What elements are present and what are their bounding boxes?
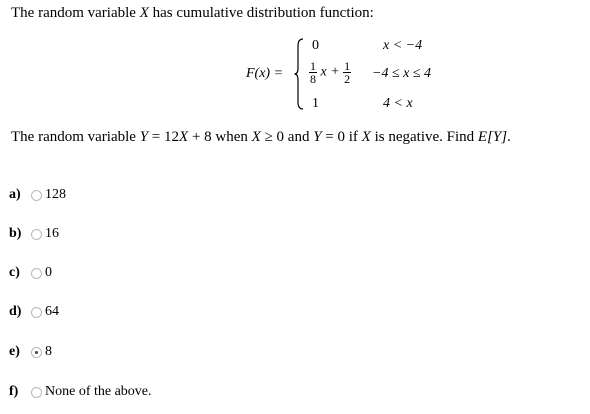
cdf-case-1-value: 0 (312, 38, 319, 53)
option-letter: f) (9, 384, 19, 399)
radio-button-c[interactable] (31, 268, 42, 279)
option-letter: c) (9, 265, 20, 280)
option-label: 16 (45, 226, 59, 241)
option-label: 0 (45, 265, 52, 280)
option-letter: a) (9, 187, 21, 202)
cdf-case-2-condition: −4 ≤ x ≤ 4 (372, 66, 432, 81)
intro-suffix: has cumulative distribution function: (152, 5, 374, 21)
radio-button-b[interactable] (31, 229, 42, 240)
option-label: 8 (45, 344, 52, 359)
cdf-lhs: F(x) = (246, 66, 284, 81)
option-a[interactable] (9, 187, 66, 203)
option-e[interactable] (9, 344, 52, 360)
option-c[interactable] (9, 265, 52, 281)
option-b[interactable] (9, 226, 59, 242)
fraction-const: $\frac{1}{2}$ (344, 59, 351, 86)
intro-var: X (139, 5, 149, 21)
option-letter: b) (9, 226, 22, 241)
option-f[interactable] (9, 384, 152, 400)
question-text: The random variable Y = 12X + 8 when X ≥ 0 and Y = 0 if X is negative. Find E[Y]. (11, 129, 511, 145)
cdf-case-3-condition: 4 < x (383, 96, 413, 111)
intro-prefix: The random variable (11, 5, 136, 21)
radio-button-f[interactable] (31, 387, 42, 398)
fraction-coef: $\frac{1}{8}$ (310, 59, 316, 86)
radio-button-a[interactable] (31, 190, 42, 201)
option-d[interactable] (9, 304, 59, 320)
cdf-case-2-value: $\frac{1}{8}$ x + $\frac{1}{2}$ (310, 59, 351, 86)
option-label: 64 (45, 304, 59, 319)
cdf-brace (294, 38, 304, 110)
radio-button-d[interactable] (31, 307, 42, 318)
option-letter: d) (9, 304, 22, 319)
radio-button-e[interactable] (31, 347, 42, 358)
intro-text (11, 5, 374, 22)
cdf-case-3-value: 1 (312, 96, 319, 111)
cdf-case-1-condition: x < −4 (383, 38, 423, 53)
option-letter: e) (9, 344, 20, 359)
option-label: None of the above. (45, 384, 152, 399)
option-label: 128 (45, 187, 66, 202)
